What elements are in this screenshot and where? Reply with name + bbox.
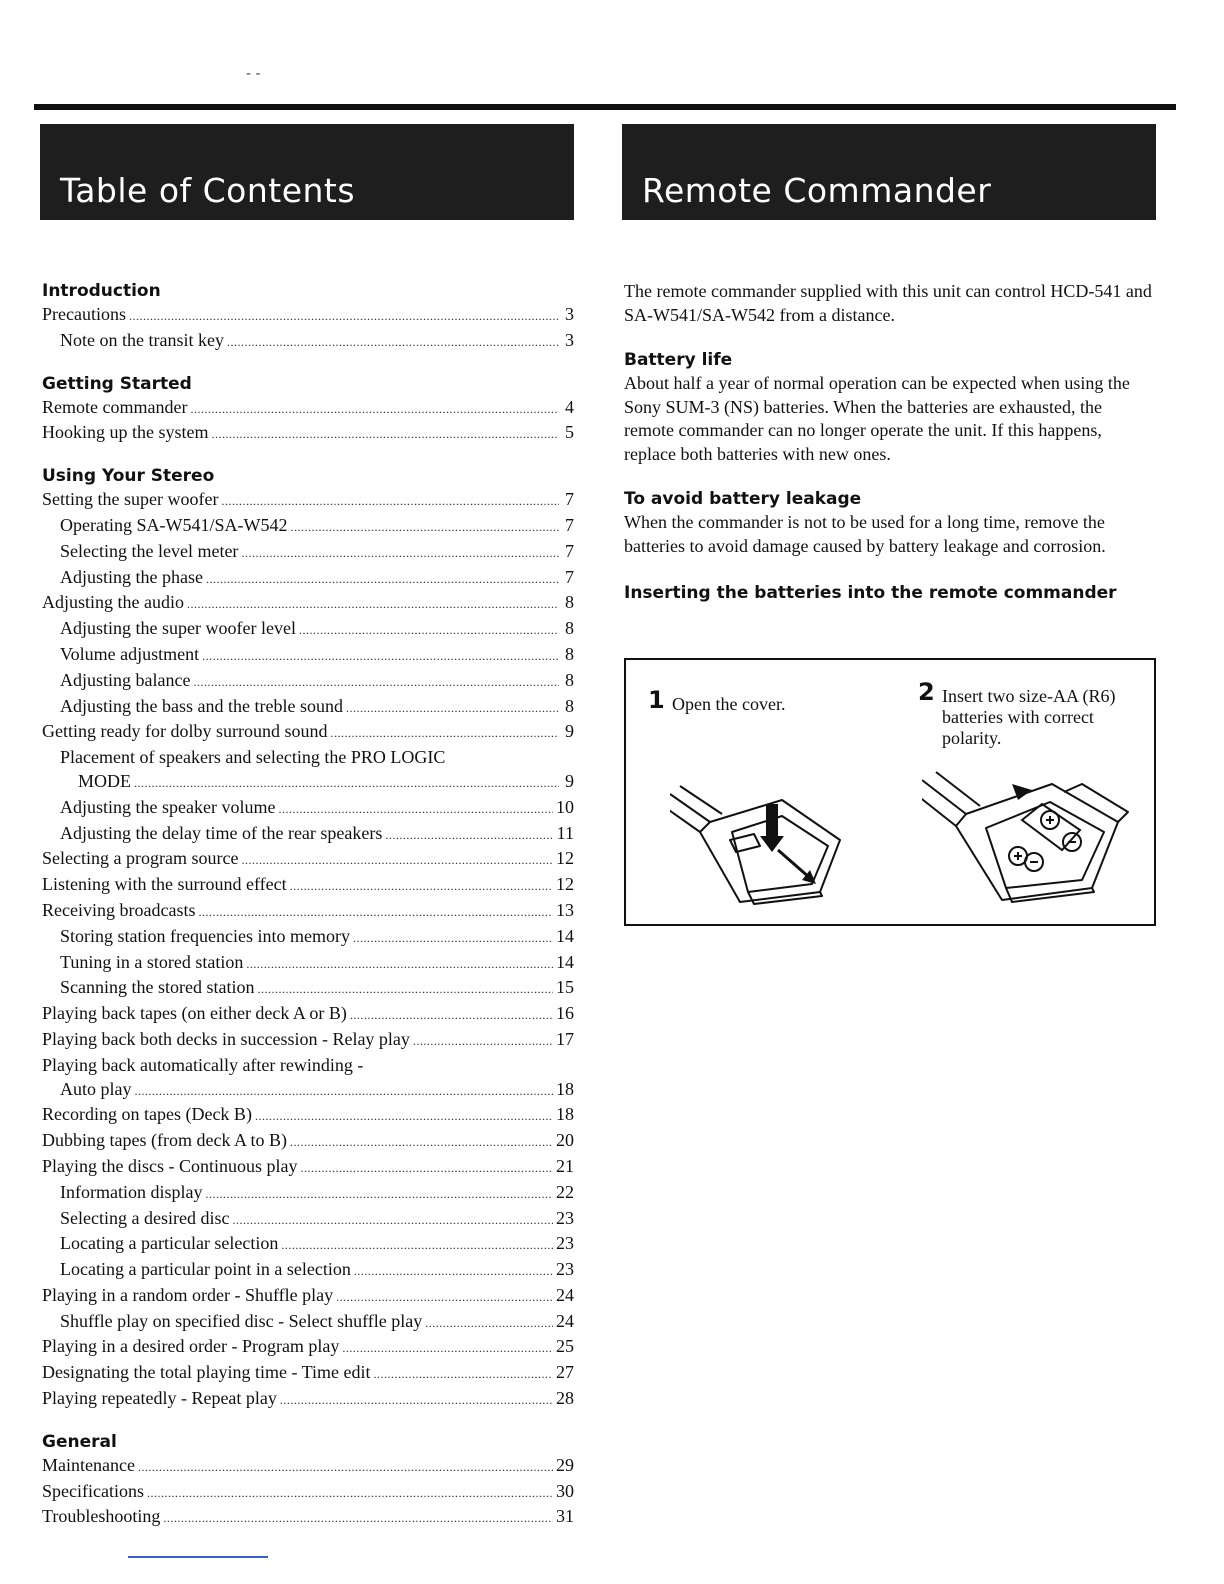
toc-entry <box>42 847 574 873</box>
toc-leader-dots <box>278 798 553 822</box>
toc-page-number: 8 <box>565 669 574 690</box>
toc-leader-dots <box>281 1234 553 1258</box>
toc-leader-dots <box>221 490 559 514</box>
toc-entry-title: Adjusting the phase <box>60 566 203 587</box>
toc-page-number: 24 <box>556 1310 574 1331</box>
toc-leader-dots <box>299 619 559 643</box>
toc-entry <box>42 1078 574 1104</box>
toc-entry-title: Dubbing tapes (from deck A to B) <box>42 1130 287 1151</box>
toc-page-number: 8 <box>565 618 574 639</box>
toc-entry-title: Playing repeatedly - Repeat play <box>42 1388 277 1409</box>
toc-entry <box>42 617 574 643</box>
toc-leader-dots <box>246 953 553 977</box>
toc-entry-title: Playing in a random order - Shuffle play <box>42 1284 334 1305</box>
toc-entry-title: Troubleshooting <box>42 1506 161 1527</box>
toc-entry-title: Receiving broadcasts <box>42 899 196 920</box>
toc-page-number: 29 <box>556 1454 574 1475</box>
toc-page-number: 18 <box>556 1104 574 1125</box>
toc-page-number: 21 <box>556 1155 574 1176</box>
toc-leader-dots <box>342 1337 553 1361</box>
toc-page-number: 18 <box>556 1078 574 1099</box>
toc-entry-title: Precautions <box>42 304 126 324</box>
toc-entry-title: Shuffle play on specified disc - Select shuffle play <box>60 1310 423 1331</box>
toc-page-number: 22 <box>556 1181 574 1202</box>
toc-leader-dots <box>425 1312 553 1336</box>
toc-page-number: 12 <box>556 874 574 895</box>
toc-leader-dots <box>134 772 559 796</box>
toc-leader-dots <box>206 568 559 592</box>
toc-entry <box>42 1181 574 1207</box>
toc-entry-continuation: MODE <box>78 770 131 791</box>
toc-entry <box>42 591 574 617</box>
toc-page-number: 23 <box>556 1259 574 1280</box>
top-rule <box>34 104 1176 110</box>
scan-marks: - - <box>246 66 261 82</box>
toc-leader-dots <box>301 1157 554 1181</box>
toc-entry-title: Note on the transit key <box>60 329 224 350</box>
toc-leader-dots <box>280 1389 553 1413</box>
step-1-number: 1 <box>648 686 665 714</box>
toc-entry <box>42 1207 574 1233</box>
table-of-contents <box>42 280 574 1531</box>
toc-entry-title: Volume adjustment <box>60 643 200 664</box>
toc-leader-dots <box>138 1456 553 1480</box>
toc-page-number: 3 <box>565 329 574 350</box>
battery-life-heading: Battery life <box>624 350 733 370</box>
toc-entry-title: Placement of speakers and selecting the PRO LOGIC <box>60 747 446 768</box>
toc-entry <box>42 669 574 695</box>
toc-entry-title: Adjusting the super woofer level <box>60 618 296 639</box>
toc-entry-title: Scanning the stored station <box>60 977 255 998</box>
remote-open-cover-illustration <box>670 780 870 910</box>
toc-page-number: 7 <box>565 514 574 535</box>
toc-entry <box>42 1103 574 1129</box>
toc-leader-dots <box>290 516 559 540</box>
toc-leader-dots <box>163 1507 553 1531</box>
toc-leader-dots <box>257 978 553 1002</box>
toc-entry-title: Maintenance <box>42 1454 135 1475</box>
toc-entry <box>42 1480 574 1506</box>
toc-page-number: 14 <box>556 951 574 972</box>
toc-section-heading: General <box>42 1431 117 1452</box>
toc-entry-title: Listening with the surround effect <box>42 874 287 895</box>
toc-entry <box>42 1002 574 1028</box>
toc-entry <box>42 1028 574 1054</box>
toc-leader-dots <box>193 671 559 695</box>
toc-banner <box>40 124 574 220</box>
toc-entry-title: Operating SA-W541/SA-W542 <box>60 514 288 535</box>
step-2-number: 2 <box>918 678 935 706</box>
toc-entry <box>42 303 574 329</box>
toc-page-number: 7 <box>565 489 574 510</box>
toc-entry <box>42 514 574 540</box>
toc-entry <box>42 951 574 977</box>
toc-entry <box>42 329 574 355</box>
toc-leader-dots <box>212 423 560 447</box>
toc-entry-title: Setting the super woofer <box>42 489 219 510</box>
toc-entry-continuation: Auto play <box>60 1078 132 1099</box>
toc-leader-dots <box>354 1260 553 1284</box>
toc-page-number: 25 <box>556 1336 574 1357</box>
toc-page-number: 12 <box>556 848 574 869</box>
toc-entry-title: Playing back automatically after rewinding - <box>42 1054 364 1075</box>
inserting-heading: Inserting the batteries into the remote commander <box>624 583 1117 603</box>
toc-page-number: 30 <box>556 1480 574 1501</box>
toc-entry-title: Remote commander <box>42 396 188 417</box>
toc-entry-title: Playing the discs - Continuous play <box>42 1155 298 1176</box>
toc-entry <box>42 1310 574 1336</box>
toc-page-number: 3 <box>565 304 574 324</box>
toc-entry <box>42 1155 574 1181</box>
toc-entry-title: Playing in a desired order - Program play <box>42 1336 340 1357</box>
toc-page-number: 17 <box>556 1028 574 1049</box>
toc-page-number: 13 <box>556 899 574 920</box>
toc-page-number: 15 <box>556 977 574 998</box>
remote-banner <box>622 124 1156 220</box>
toc-page-number: 23 <box>556 1233 574 1254</box>
toc-entry <box>42 1335 574 1361</box>
step-1 <box>648 686 868 715</box>
battery-life-text: About half a year of normal operation can be expected when using the Sony SUM-3 (NS) batteries. When the batteries are exhausted, the remote commander can no longer operate the unit. If this happens, replace both batteries with new ones. <box>624 373 1130 464</box>
toc-page-number: 5 <box>565 422 574 443</box>
toc-page-number: 8 <box>565 643 574 664</box>
toc-page-number: 23 <box>556 1207 574 1228</box>
toc-leader-dots <box>241 542 559 566</box>
toc-leader-dots <box>205 1183 553 1207</box>
toc-page-number: 27 <box>556 1362 574 1383</box>
toc-leader-dots <box>346 697 559 721</box>
toc-leader-dots <box>135 1080 554 1104</box>
toc-entry-title: Specifications <box>42 1480 144 1501</box>
toc-entry-title: Getting ready for dolby surround sound <box>42 721 328 742</box>
toc-entry-title: Locating a particular point in a selection <box>60 1259 351 1280</box>
toc-leader-dots <box>373 1363 553 1387</box>
toc-entry <box>42 796 574 822</box>
toc-entry-title: Locating a particular selection <box>60 1233 279 1254</box>
toc-entry <box>42 976 574 1002</box>
toc-entry <box>42 1232 574 1258</box>
toc-leader-dots <box>227 331 559 355</box>
toc-leader-dots <box>353 927 553 951</box>
toc-page-number: 20 <box>556 1130 574 1151</box>
toc-entry-title: Information display <box>60 1181 203 1202</box>
toc-leader-dots <box>190 398 559 422</box>
toc-entry <box>42 925 574 951</box>
toc-entry <box>42 643 574 669</box>
toc-entry-title: Selecting the level meter <box>60 540 239 561</box>
toc-page-number: 9 <box>565 770 574 791</box>
toc-leader-dots <box>232 1209 553 1233</box>
remote-title: Remote Commander <box>642 171 992 210</box>
toc-section-heading: Introduction <box>42 281 161 301</box>
toc-leader-dots <box>290 875 553 899</box>
leakage-heading: To avoid battery leakage <box>624 489 862 509</box>
toc-leader-dots <box>147 1482 553 1506</box>
toc-entry <box>42 1454 574 1480</box>
toc-page-number: 31 <box>556 1506 574 1527</box>
toc-leader-dots <box>413 1030 553 1054</box>
toc-leader-dots <box>255 1105 553 1129</box>
toc-entry-title: Hooking up the system <box>42 422 209 443</box>
toc-page-number: 28 <box>556 1388 574 1409</box>
toc-page-number: 10 <box>556 796 574 817</box>
step-2-text: Insert two size-AA (R6) batteries with correct polarity. <box>942 686 1116 748</box>
battery-instructions-box <box>624 658 1156 926</box>
toc-entry <box>42 540 574 566</box>
toc-section-heading: Getting Started <box>42 373 192 394</box>
toc-page-number: 9 <box>565 721 574 742</box>
toc-entry-title: Playing back both decks in succession - Relay play <box>42 1028 410 1049</box>
toc-leader-dots <box>129 305 559 329</box>
toc-leader-dots <box>385 824 553 848</box>
toc-entry <box>42 566 574 592</box>
toc-title: Table of Contents <box>60 171 356 210</box>
toc-entry <box>42 1361 574 1387</box>
toc-entry <box>42 695 574 721</box>
toc-page-number: 7 <box>565 540 574 561</box>
toc-entry <box>42 1258 574 1284</box>
toc-page-number: 8 <box>565 592 574 613</box>
toc-entry <box>42 488 574 514</box>
toc-leader-dots <box>350 1004 553 1028</box>
toc-entry-title: Playing back tapes (on either deck A or B) <box>42 1003 347 1024</box>
toc-section-heading: Using Your Stereo <box>42 466 215 487</box>
toc-entry-title: Adjusting the delay time of the rear speakers <box>60 822 383 843</box>
remote-commander-section <box>624 280 1156 605</box>
toc-entry <box>42 873 574 899</box>
toc-entry <box>42 1505 574 1531</box>
toc-entry-title: Adjusting the speaker volume <box>60 796 276 817</box>
remote-insert-batteries-illustration <box>922 770 1142 910</box>
toc-leader-dots <box>187 593 559 617</box>
toc-entry <box>42 1129 574 1155</box>
toc-leader-dots <box>198 901 553 925</box>
toc-page-number: 4 <box>565 396 574 417</box>
toc-entry-title: Adjusting the audio <box>42 592 184 613</box>
toc-leader-dots <box>202 645 559 669</box>
toc-leader-dots <box>330 722 559 746</box>
toc-entry <box>42 822 574 848</box>
toc-entry <box>42 770 574 796</box>
toc-page-number: 14 <box>556 925 574 946</box>
toc-page-number: 7 <box>565 566 574 587</box>
toc-leader-dots <box>241 849 553 873</box>
step-2 <box>918 678 1154 749</box>
toc-entry-title: Selecting a desired disc <box>60 1207 230 1228</box>
toc-entry <box>42 421 574 447</box>
step-1-text: Open the cover. <box>672 694 786 714</box>
toc-page-number: 8 <box>565 695 574 716</box>
toc-page-number: 16 <box>556 1003 574 1024</box>
toc-entry <box>42 1284 574 1310</box>
toc-entry <box>42 396 574 422</box>
toc-entry-title: Adjusting balance <box>60 669 191 690</box>
leakage-text: When the commander is not to be used for a long time, remove the batteries to avoid damage caused by battery leakage and corrosion. <box>624 512 1106 556</box>
toc-entry-title: Designating the total playing time - Time edit <box>42 1362 371 1383</box>
toc-page-number: 24 <box>556 1284 574 1305</box>
toc-entry <box>42 899 574 925</box>
toc-entry <box>42 1387 574 1413</box>
toc-entry-title: Recording on tapes (Deck B) <box>42 1104 252 1125</box>
toc-entry-title: Selecting a program source <box>42 848 239 869</box>
remote-intro: The remote commander supplied with this unit can control HCD-541 and SA-W541/SA-W542 from a distance. <box>624 281 1152 325</box>
toc-entry-title: Tuning in a stored station <box>60 951 244 972</box>
toc-entry-title: Adjusting the bass and the treble sound <box>60 695 343 716</box>
toc-leader-dots <box>290 1131 553 1155</box>
toc-page-number: 11 <box>556 822 574 843</box>
bottom-rule <box>128 1556 268 1558</box>
toc-entry-title: Storing station frequencies into memory <box>60 925 350 946</box>
toc-leader-dots <box>336 1286 553 1310</box>
toc-entry <box>42 720 574 746</box>
